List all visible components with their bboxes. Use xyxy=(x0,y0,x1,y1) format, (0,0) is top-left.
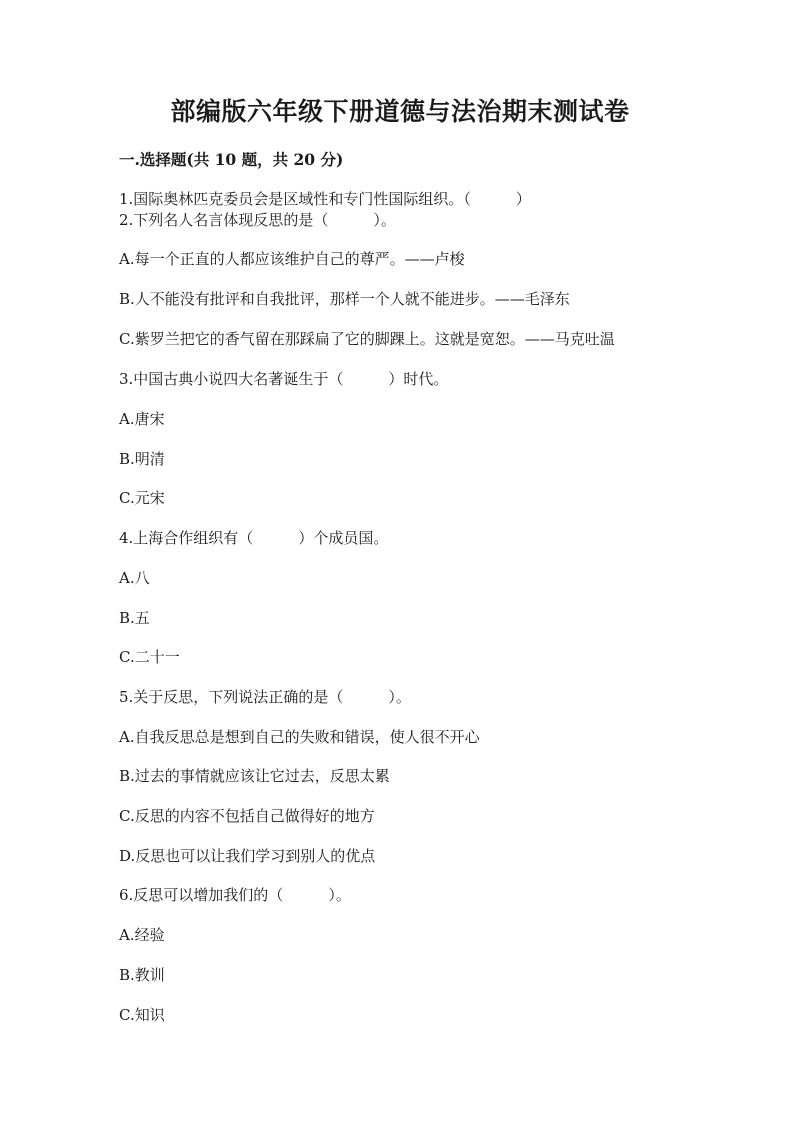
question-3-option-a: A.唐宋 xyxy=(119,410,165,428)
question-3-stem: 3.中国古典小说四大名著诞生于（ ）时代。 xyxy=(119,370,449,388)
question-2-option-b: B.人不能没有批评和自我批评，那样一个人就不能进步。——毛泽东 xyxy=(119,290,570,308)
question-5-option-c: C.反思的内容不包括自己做得好的地方 xyxy=(119,807,375,825)
question-4-option-c: C.二十一 xyxy=(119,648,180,666)
question-2-option-c: C.紫罗兰把它的香气留在那踩扁了它的脚踝上。这就是宽恕。——马克吐温 xyxy=(119,330,615,348)
question-5-option-b: B.过去的事情就应该让它过去，反思太累 xyxy=(119,767,390,785)
question-2-option-a: A.每一个正直的人都应该维护自己的尊严。——卢梭 xyxy=(119,250,465,268)
page-title: 部编版六年级下册道德与法治期末测试卷 xyxy=(170,97,630,126)
question-3-option-c: C.元宋 xyxy=(119,489,165,507)
question-5-option-a: A.自我反思总是想到自己的失败和错误，使人很不开心 xyxy=(119,728,480,746)
question-4-stem: 4.上海合作组织有（ ）个成员国。 xyxy=(119,529,389,547)
question-6-stem: 6.反思可以增加我们的（ ）。 xyxy=(119,886,351,904)
question-2-stem: 2.下列名人名言体现反思的是（ ）。 xyxy=(119,211,396,229)
question-5-option-d: D.反思也可以让我们学习到别人的优点 xyxy=(119,847,376,865)
question-1-stem: 1.国际奥林匹克委员会是区域性和专门性国际组织。（ ） xyxy=(119,190,531,208)
question-6-option-c: C.知识 xyxy=(119,1006,165,1024)
question-6-option-b: B.教训 xyxy=(119,966,165,984)
question-5-stem: 5.关于反思，下列说法正确的是（ ）。 xyxy=(119,688,411,706)
question-3-option-b: B.明清 xyxy=(119,450,165,468)
question-4-option-a: A.八 xyxy=(119,569,150,587)
question-6-option-a: A.经验 xyxy=(119,926,165,944)
question-4-option-b: B.五 xyxy=(119,609,150,627)
section-heading: 一.选择题(共 10 题，共 20 分) xyxy=(119,150,344,169)
